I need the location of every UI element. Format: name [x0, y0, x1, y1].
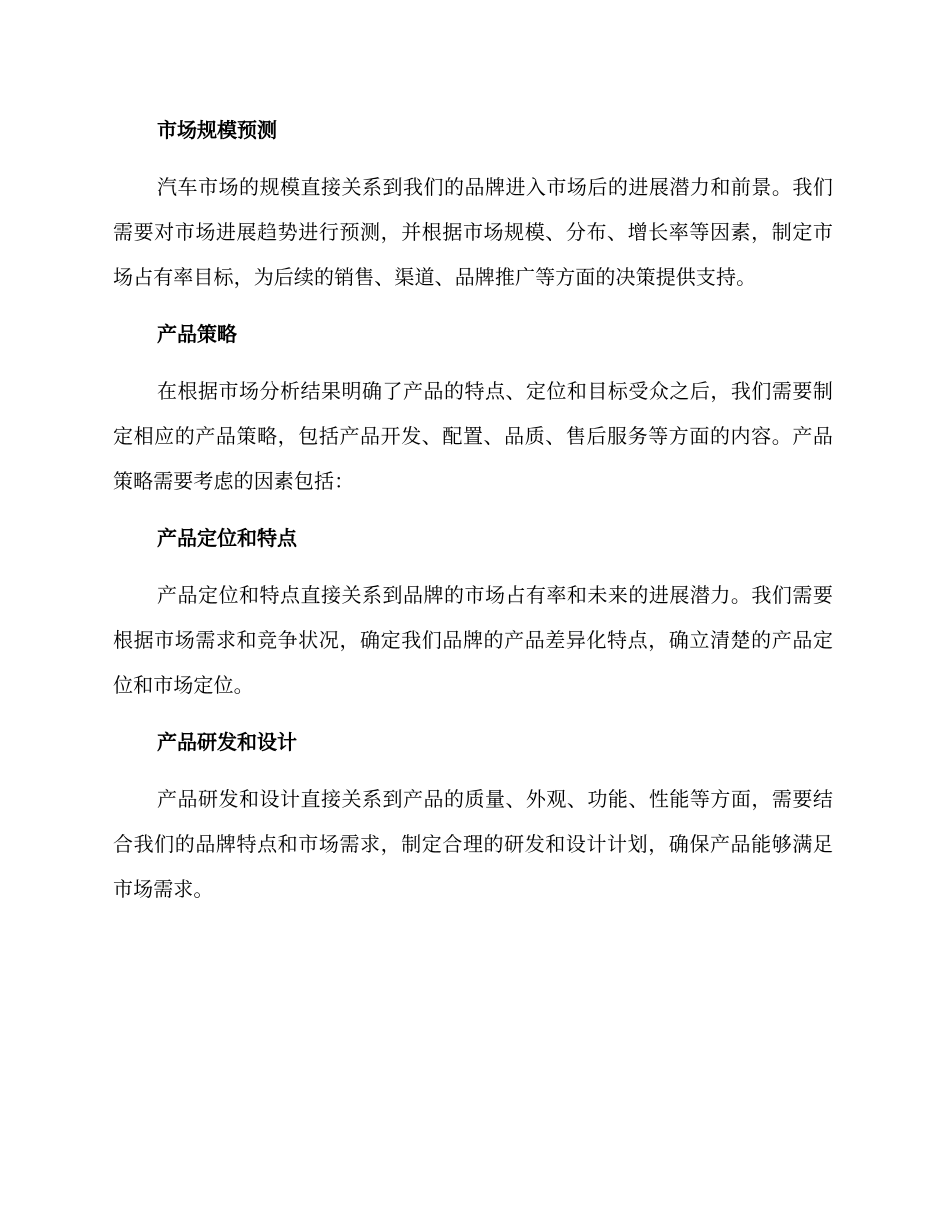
section-heading-rnd-design: 产品研发和设计 [157, 730, 297, 754]
section-heading-positioning: 产品定位和特点 [157, 526, 297, 550]
document-body [113, 108, 833, 924]
section-paragraph-product-strategy: 在根据市场分析结果明确了产品的特点、定位和目标受众之后，我们需要制定相应的产品策略，包括产品开发、配置、品质、售后服务等方面的内容。产品策略需要考虑的因素包括： [113, 379, 833, 493]
section-paragraph-market-size: 汽车市场的规模直接关系到我们的品牌进入市场后的进展潜力和前景。我们需要对市场进展趋势进行预测，并根据市场规模、分布、增长率等因素，制定市场占有率目标，为后续的销售、渠道、品牌推广等方面的决策提供支持。 [113, 175, 833, 289]
section-heading-market-size: 市场规模预测 [157, 118, 277, 142]
section-paragraph-rnd-design: 产品研发和设计直接关系到产品的质量、外观、功能、性能等方面，需要结合我们的品牌特点和市场需求，制定合理的研发和设计计划，确保产品能够满足市场需求。 [113, 787, 833, 901]
section-paragraph-positioning: 产品定位和特点直接关系到品牌的市场占有率和未来的进展潜力。我们需要根据市场需求和竞争状况，确定我们品牌的产品差异化特点，确立清楚的产品定位和市场定位。 [113, 583, 833, 697]
section-heading-product-strategy: 产品策略 [157, 322, 237, 346]
